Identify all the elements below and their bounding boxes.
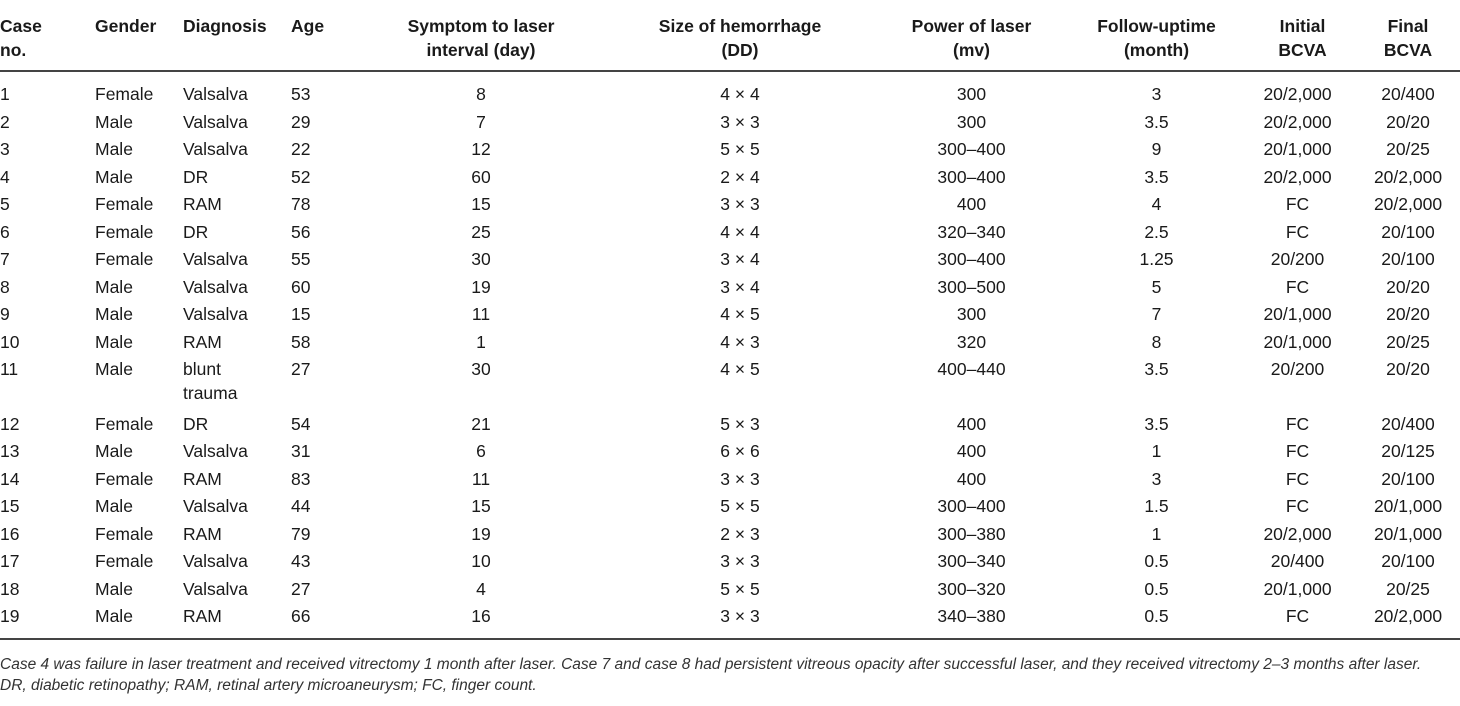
cell-initial-bcva: 20/400	[1270, 551, 1325, 571]
cell-age: 43	[291, 551, 311, 571]
cell-final-bcva: 20/1,000	[1373, 523, 1443, 544]
cell-power: 320–340	[937, 221, 1006, 242]
cell-initial-bcva: 20/200	[1270, 249, 1325, 269]
cell-case-no: 8	[0, 276, 10, 297]
table-row	[0, 275, 1460, 303]
cell-follow-up: 0.5	[1144, 551, 1169, 571]
cell-age: 29	[291, 111, 311, 132]
cell-gender: Male	[95, 441, 133, 461]
col-header-age: Age	[291, 16, 325, 36]
cell-interval: 6	[476, 441, 486, 461]
cell-power: 300	[956, 84, 987, 104]
cell-initial-bcva: FC	[1285, 194, 1310, 214]
cell-final-bcva: 20/400	[1381, 84, 1435, 104]
cell-size: 3 × 3	[720, 194, 760, 214]
cell-interval: 30	[471, 249, 491, 269]
cell-interval: 12	[471, 139, 491, 159]
cell-gender: Male	[95, 331, 133, 352]
cell-gender: Male	[95, 496, 133, 516]
header-row	[0, 10, 1460, 71]
cell-size: 2 × 4	[720, 166, 760, 187]
cell-diagnosis: Valsalva	[183, 111, 248, 132]
table-row	[0, 494, 1460, 522]
cell-gender: Male	[95, 276, 133, 297]
col-header-final-bcva: Final BCVA	[1383, 16, 1433, 60]
cell-age: 79	[291, 523, 311, 544]
cell-follow-up: 1	[1151, 523, 1162, 544]
cell-case-no: 19	[0, 606, 20, 626]
cell-power: 300–340	[937, 551, 1006, 571]
table-row	[0, 549, 1460, 577]
col-header-size: Size of hemorrhage (DD)	[658, 16, 822, 60]
cell-follow-up: 1.25	[1139, 249, 1174, 269]
cell-age: 22	[291, 139, 311, 159]
cell-power: 340–380	[937, 606, 1006, 626]
cell-case-no: 2	[0, 111, 10, 132]
table-row	[0, 302, 1460, 330]
table-row	[0, 165, 1460, 193]
cell-case-no: 17	[0, 551, 20, 571]
cell-gender: Male	[95, 111, 133, 132]
table-row	[0, 137, 1460, 165]
col-header-power: Power of laser (mv)	[911, 16, 1032, 60]
cell-size: 5 × 5	[720, 139, 760, 159]
cell-follow-up: 5	[1151, 276, 1162, 297]
col-header-interval: Symptom to laser interval (day)	[407, 16, 555, 60]
cell-gender: Female	[95, 523, 154, 544]
table-row	[0, 110, 1460, 138]
cell-gender: Female	[95, 413, 154, 434]
cell-diagnosis: Valsalva	[183, 139, 248, 159]
cell-interval: 1	[476, 331, 486, 352]
cell-interval: 16	[471, 606, 491, 626]
cell-interval: 4	[476, 578, 486, 599]
cell-age: 44	[291, 496, 311, 516]
cell-power: 300–400	[937, 496, 1006, 516]
cell-case-no: 14	[0, 468, 20, 489]
table-row	[0, 412, 1460, 440]
cell-follow-up: 3.5	[1144, 413, 1169, 434]
cell-power: 300–320	[937, 578, 1006, 599]
cell-age: 55	[291, 249, 311, 269]
cell-diagnosis: RAM	[183, 331, 222, 352]
cell-interval: 10	[471, 551, 491, 571]
cell-gender: Male	[95, 304, 133, 324]
table-row	[0, 604, 1460, 639]
cell-gender: Male	[95, 359, 133, 379]
cell-follow-up: 9	[1151, 139, 1162, 159]
cell-final-bcva: 20/100	[1381, 468, 1435, 489]
cell-power: 300–400	[937, 249, 1006, 269]
cell-interval: 19	[471, 523, 491, 544]
cell-final-bcva: 20/2,000	[1373, 606, 1443, 626]
cell-diagnosis: Valsalva	[183, 304, 248, 324]
cell-final-bcva: 20/2,000	[1373, 194, 1443, 214]
cell-case-no: 5	[0, 194, 10, 214]
cell-gender: Male	[95, 166, 133, 187]
cell-case-no: 9	[0, 304, 10, 324]
cell-diagnosis: Valsalva	[183, 84, 248, 104]
table-row	[0, 439, 1460, 467]
cell-size: 2 × 3	[720, 523, 760, 544]
col-header-initial-bcva: Initial BCVA	[1278, 16, 1327, 60]
cell-final-bcva: 20/100	[1381, 551, 1435, 571]
cell-final-bcva: 20/20	[1386, 111, 1430, 132]
cell-age: 27	[291, 578, 311, 599]
cell-power: 300	[956, 111, 987, 132]
cell-gender: Female	[95, 249, 154, 269]
cell-final-bcva: 20/20	[1386, 276, 1430, 297]
cell-age: 15	[291, 304, 311, 324]
cell-final-bcva: 20/1,000	[1373, 496, 1443, 516]
cell-final-bcva: 20/25	[1386, 331, 1430, 352]
cell-size: 5 × 5	[720, 578, 760, 599]
table-header	[0, 10, 1460, 71]
cell-follow-up: 3.5	[1144, 359, 1169, 379]
cell-size: 3 × 3	[720, 606, 760, 626]
cell-interval: 11	[471, 468, 491, 489]
cell-diagnosis: DR	[183, 221, 209, 242]
cell-initial-bcva: 20/1,000	[1263, 578, 1332, 599]
cell-age: 56	[291, 221, 311, 242]
cell-size: 3 × 3	[720, 551, 760, 571]
cell-gender: Female	[95, 194, 154, 214]
cell-size: 3 × 3	[720, 468, 760, 489]
cell-size: 4 × 5	[720, 359, 760, 379]
cell-follow-up: 2.5	[1144, 221, 1169, 242]
cell-power: 400–440	[937, 359, 1006, 379]
cell-power: 300–400	[937, 139, 1006, 159]
cell-interval: 60	[471, 166, 491, 187]
cell-initial-bcva: 20/2,000	[1263, 166, 1332, 187]
cell-case-no: 10	[0, 331, 20, 352]
cell-diagnosis: Valsalva	[183, 249, 248, 269]
table-row	[0, 220, 1460, 248]
cell-initial-bcva: 20/2,000	[1263, 84, 1332, 104]
cell-diagnosis: RAM	[183, 523, 222, 544]
cell-size: 3 × 4	[720, 249, 760, 269]
cell-power: 300–500	[937, 276, 1006, 297]
cell-gender: Male	[95, 139, 133, 159]
cell-case-no: 6	[0, 221, 10, 242]
cell-initial-bcva: FC	[1285, 413, 1310, 434]
cell-follow-up: 3.5	[1144, 111, 1169, 132]
col-header-diagnosis: Diagnosis	[183, 16, 267, 36]
cell-interval: 21	[471, 413, 491, 434]
cell-age: 66	[291, 606, 311, 626]
cell-diagnosis: Valsalva	[183, 496, 248, 516]
cell-follow-up: 3	[1151, 468, 1162, 489]
cell-age: 31	[291, 441, 311, 461]
cell-diagnosis: DR	[183, 166, 209, 187]
cell-initial-bcva: FC	[1285, 468, 1310, 489]
table-row	[0, 357, 1460, 412]
cell-power: 300–380	[937, 523, 1006, 544]
table-row	[0, 577, 1460, 605]
cell-follow-up: 1	[1151, 441, 1162, 461]
cell-size: 5 × 5	[720, 496, 760, 516]
cell-diagnosis: RAM	[183, 606, 222, 626]
cell-age: 52	[291, 166, 311, 187]
table-row	[0, 467, 1460, 495]
cell-diagnosis: Valsalva	[183, 441, 248, 461]
cell-case-no: 13	[0, 441, 20, 461]
cell-size: 3 × 3	[720, 111, 760, 132]
table-row	[0, 192, 1460, 220]
cell-power: 400	[956, 468, 987, 489]
cell-age: 58	[291, 331, 311, 352]
cell-follow-up: 0.5	[1144, 578, 1169, 599]
cell-case-no: 11	[0, 359, 19, 379]
cell-interval: 7	[476, 111, 486, 132]
table-row	[0, 247, 1460, 275]
cell-power: 300	[956, 304, 987, 324]
cell-follow-up: 3	[1151, 84, 1162, 104]
cell-power: 300–400	[937, 166, 1006, 187]
cell-case-no: 15	[0, 496, 20, 516]
cell-gender: Female	[95, 221, 154, 242]
table-row	[0, 330, 1460, 358]
cell-size: 4 × 5	[720, 304, 760, 324]
cell-age: 78	[291, 194, 311, 214]
table-row	[0, 71, 1460, 110]
cell-gender: Female	[95, 468, 154, 489]
cell-initial-bcva: FC	[1285, 276, 1310, 297]
cell-size: 4 × 4	[720, 84, 760, 104]
cell-size: 4 × 3	[720, 331, 760, 352]
cell-initial-bcva: 20/1,000	[1263, 331, 1332, 352]
cell-diagnosis: blunt trauma	[183, 359, 238, 403]
cell-follow-up: 0.5	[1144, 606, 1169, 626]
cell-initial-bcva: 20/200	[1270, 359, 1325, 379]
cell-case-no: 1	[0, 84, 10, 104]
cell-initial-bcva: 20/2,000	[1263, 523, 1332, 544]
cell-final-bcva: 20/400	[1381, 413, 1435, 434]
cell-power: 400	[956, 441, 987, 461]
table-footnote: Case 4 was failure in laser treatment and received vitrectomy 1 month after laser. Case 7 and case 8 had persistent vitreous opacity after successful laser, and they received vitrectomy 2–3 months after laser. DR, diabetic retinopathy; RAM, retinal artery microaneurysm; FC, finger count.	[0, 656, 1422, 694]
cell-age: 27	[291, 359, 311, 379]
cell-age: 60	[291, 276, 311, 297]
cell-power: 400	[956, 194, 987, 214]
cell-power: 400	[956, 413, 987, 434]
cell-interval: 8	[476, 84, 486, 104]
cell-final-bcva: 20/20	[1386, 304, 1430, 324]
col-header-gender: Gender	[95, 16, 157, 36]
cell-gender: Female	[95, 84, 154, 104]
cell-case-no: 7	[0, 249, 10, 269]
cell-power: 320	[956, 331, 987, 352]
col-header-follow-up: Follow-uptime (month)	[1097, 16, 1216, 60]
cell-initial-bcva: 20/2,000	[1263, 111, 1332, 132]
cell-case-no: 16	[0, 523, 20, 544]
cell-initial-bcva: FC	[1285, 221, 1310, 242]
cell-case-no: 3	[0, 139, 10, 159]
cell-size: 6 × 6	[720, 441, 760, 461]
cell-final-bcva: 20/125	[1381, 441, 1435, 461]
cell-initial-bcva: FC	[1285, 606, 1310, 626]
cell-diagnosis: RAM	[183, 468, 222, 489]
cell-case-no: 18	[0, 578, 20, 599]
cell-gender: Female	[95, 551, 154, 571]
table-body	[0, 71, 1460, 639]
cell-case-no: 4	[0, 166, 10, 187]
cell-follow-up: 8	[1151, 331, 1162, 352]
cell-size: 3 × 4	[720, 276, 760, 297]
cell-final-bcva: 20/2,000	[1373, 166, 1443, 187]
cell-diagnosis: Valsalva	[183, 551, 248, 571]
cell-interval: 25	[471, 221, 491, 242]
col-header-case-no: Case no.	[0, 16, 42, 60]
cell-follow-up: 4	[1151, 194, 1162, 214]
cell-diagnosis: DR	[183, 413, 209, 434]
cell-diagnosis: Valsalva	[183, 276, 248, 297]
cell-case-no: 12	[0, 413, 20, 434]
cell-interval: 15	[471, 194, 491, 214]
cell-interval: 11	[471, 304, 491, 324]
cell-final-bcva: 20/25	[1386, 139, 1430, 159]
cell-final-bcva: 20/20	[1386, 359, 1430, 379]
cell-gender: Male	[95, 606, 133, 626]
cell-final-bcva: 20/100	[1381, 249, 1435, 269]
cell-age: 53	[291, 84, 311, 104]
cell-gender: Male	[95, 578, 133, 599]
cell-age: 83	[291, 468, 311, 489]
cell-size: 4 × 4	[720, 221, 760, 242]
cell-diagnosis: Valsalva	[183, 578, 248, 599]
cell-follow-up: 7	[1151, 304, 1162, 324]
cell-size: 5 × 3	[720, 413, 760, 434]
case-table	[0, 10, 1460, 640]
cell-initial-bcva: 20/1,000	[1263, 139, 1332, 159]
table-row	[0, 522, 1460, 550]
cell-initial-bcva: FC	[1285, 441, 1310, 461]
cell-follow-up: 1.5	[1144, 496, 1169, 516]
cell-initial-bcva: 20/1,000	[1263, 304, 1332, 324]
cell-age: 54	[291, 413, 311, 434]
cell-final-bcva: 20/100	[1381, 221, 1435, 242]
cell-diagnosis: RAM	[183, 194, 222, 214]
cell-interval: 30	[471, 359, 491, 379]
cell-interval: 19	[471, 276, 491, 297]
cell-final-bcva: 20/25	[1386, 578, 1430, 599]
cell-follow-up: 3.5	[1144, 166, 1169, 187]
cell-interval: 15	[471, 496, 491, 516]
cell-initial-bcva: FC	[1285, 496, 1310, 516]
